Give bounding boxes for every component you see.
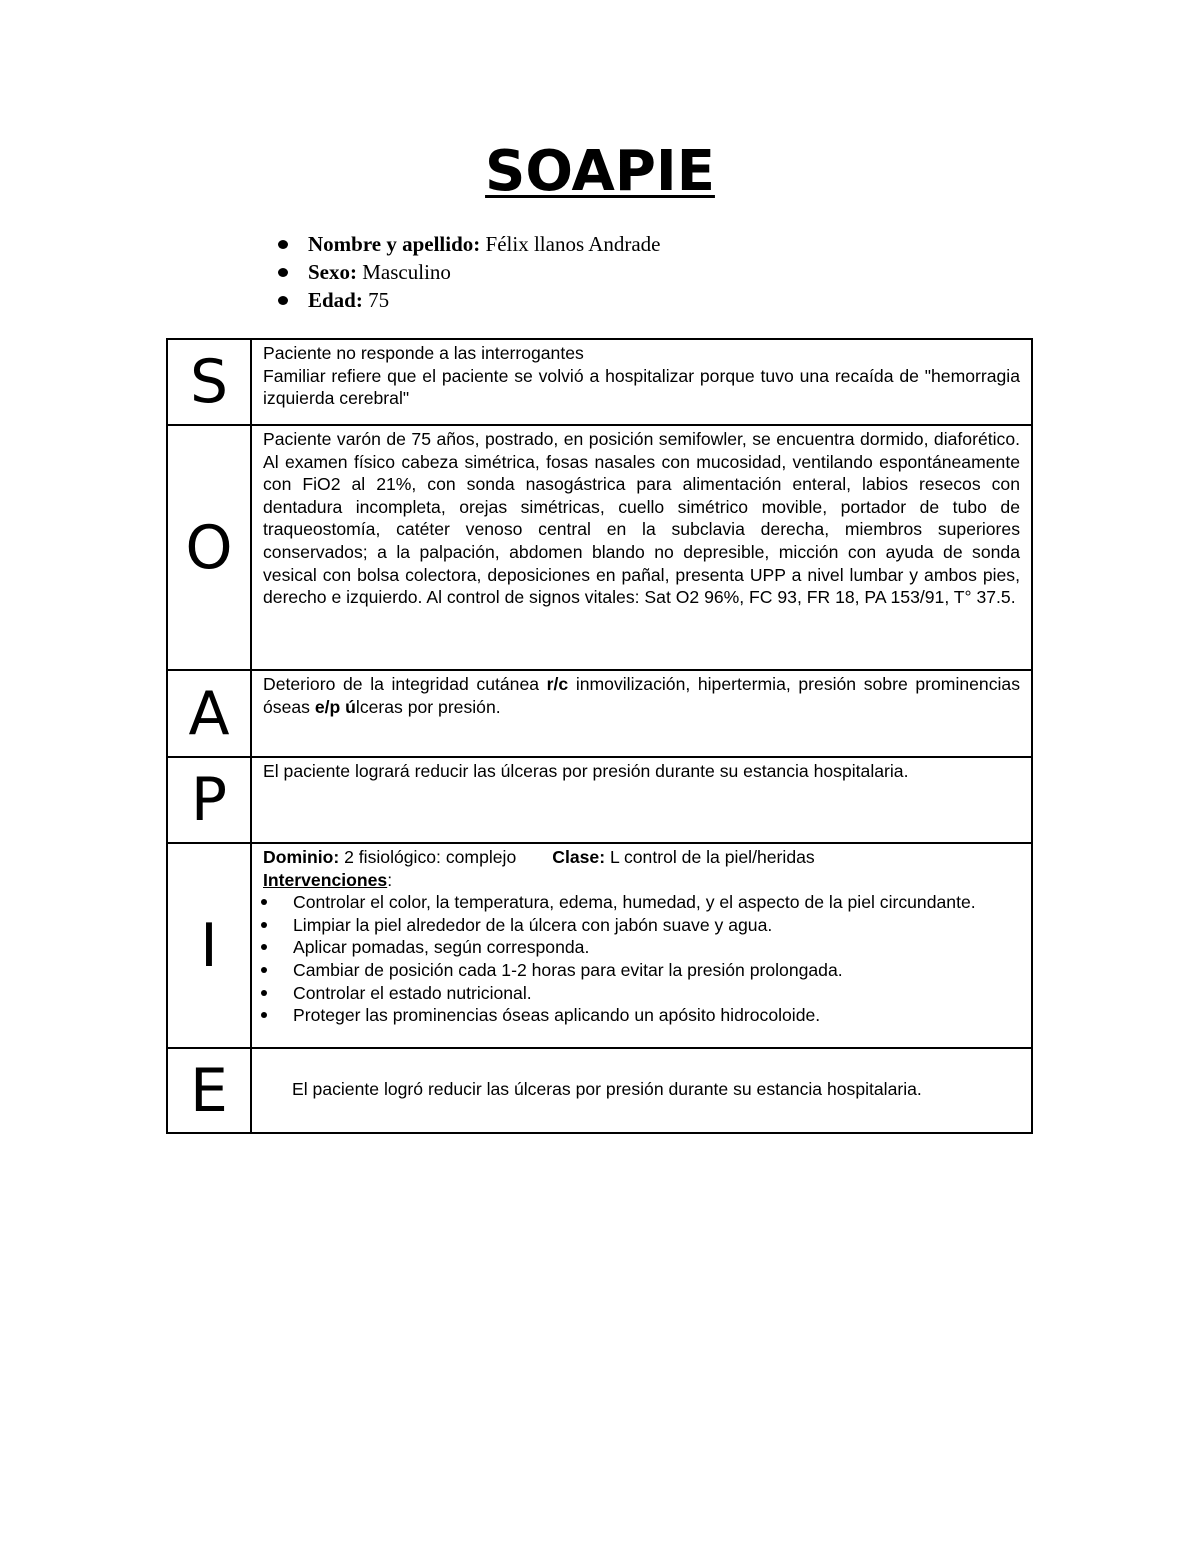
objective-text: Paciente varón de 75 años, postrado, en posición semifowler, se encuentra dormido, diaforético. Al examen físico cabeza simétrica, fosas nasales con mucosidad, ventilando espontáneamente con FiO2 al 21%, con sonda nasogástrica para alimentación enteral, labios resecos con dentadura incompleta, orejas simétricas, cuello simétrico movible, portador de tubo de traqueostomía, catéter venoso central en la subclavia derecha, miembros superiores conservados; a la palpación, abdomen blando no depresible, micción con ayuda de sonda vesical con bolsa colectora, deposiciones en pañal, presenta UPP a nivel lumbar y ambos pies, derecho e izquierdo. Al control de signos vitales: Sat O2 96%, FC 93, FR 18, PA 153/91, T° 37.5.	[263, 429, 1020, 608]
subjective-line-2: Familiar refiere que el paciente se volvió a hospitalizar porque tuvo una recaída de "hemorragia izquierda cerebral"	[263, 365, 1020, 409]
patient-info-list	[272, 230, 661, 314]
document-title	[0, 138, 1200, 206]
dominio-clase-line	[263, 846, 1020, 869]
patient-sex-item	[272, 258, 661, 286]
row-assessment	[167, 670, 1032, 757]
assessment-content	[251, 670, 1032, 757]
evaluation-content	[251, 1048, 1032, 1133]
row-objective	[167, 425, 1032, 670]
patient-name-value: Félix llanos Andrade	[485, 232, 661, 256]
soapie-table	[166, 338, 1033, 1134]
row-evaluation	[167, 1048, 1032, 1133]
intervenciones-heading	[263, 869, 1020, 892]
assessment-part-2: inmovilización, hipertermia, presión sobre prominencias óseas	[263, 674, 1020, 717]
row-plan	[167, 757, 1032, 843]
clase-label: Clase:	[552, 847, 606, 867]
dominio-value: 2 fisiológico: complejo	[339, 847, 517, 867]
intervention-item: Controlar el estado nutricional.	[263, 982, 1020, 1005]
intervention-content	[251, 843, 1032, 1048]
intervenciones-label: Intervenciones	[263, 869, 388, 890]
letter-a: A	[167, 670, 251, 757]
assessment-ep: e/p ú	[314, 696, 356, 717]
patient-name-label: Nombre y apellido:	[308, 232, 481, 256]
letter-i: I	[167, 843, 251, 1048]
letter-p: P	[167, 757, 251, 843]
patient-age-value: 75	[368, 288, 390, 312]
subjective-content	[251, 339, 1032, 425]
patient-age-item	[272, 286, 661, 314]
assessment-rc: r/c	[546, 674, 569, 694]
patient-sex-label: Sexo:	[308, 260, 357, 284]
document-title-text: SOAPIE	[485, 139, 715, 204]
intervention-item: Controlar el color, la temperatura, edema, humedad, y el aspecto de la piel circundante.	[263, 891, 1020, 914]
patient-age-label: Edad:	[308, 288, 363, 312]
assessment-part-3: lceras por presión.	[355, 696, 501, 717]
interventions-list	[263, 891, 1020, 1027]
letter-o: O	[167, 425, 251, 670]
assessment-text	[263, 673, 1020, 718]
intervenciones-colon: :	[387, 869, 393, 890]
dominio-label: Dominio:	[263, 847, 340, 867]
row-subjective	[167, 339, 1032, 425]
intervention-item: Cambiar de posición cada 1-2 horas para evitar la presión prolongada.	[263, 959, 1020, 982]
subjective-line-1: Paciente no responde a las interrogantes	[263, 343, 584, 363]
assessment-part-1: Deterioro de la integridad cutánea	[263, 674, 547, 694]
letter-s: S	[167, 339, 251, 425]
patient-name-item	[272, 230, 661, 258]
patient-sex-value: Masculino	[362, 260, 451, 284]
intervention-item: Aplicar pomadas, según corresponda.	[263, 936, 1020, 959]
clase-value: L control de la piel/heridas	[605, 847, 815, 867]
objective-content	[251, 425, 1032, 670]
letter-e: E	[167, 1048, 251, 1133]
plan-content	[251, 757, 1032, 843]
intervention-item: Limpiar la piel alrededor de la úlcera con jabón suave y agua.	[263, 914, 1020, 937]
plan-text: El paciente logrará reducir las úlceras por presión durante su estancia hospitalaria.	[263, 761, 909, 781]
evaluation-text: El paciente logró reducir las úlceras por presión durante su estancia hospitalaria.	[292, 1079, 922, 1100]
intervention-item: Proteger las prominencias óseas aplicando un apósito hidrocoloide.	[263, 1004, 1020, 1027]
row-intervention	[167, 843, 1032, 1048]
